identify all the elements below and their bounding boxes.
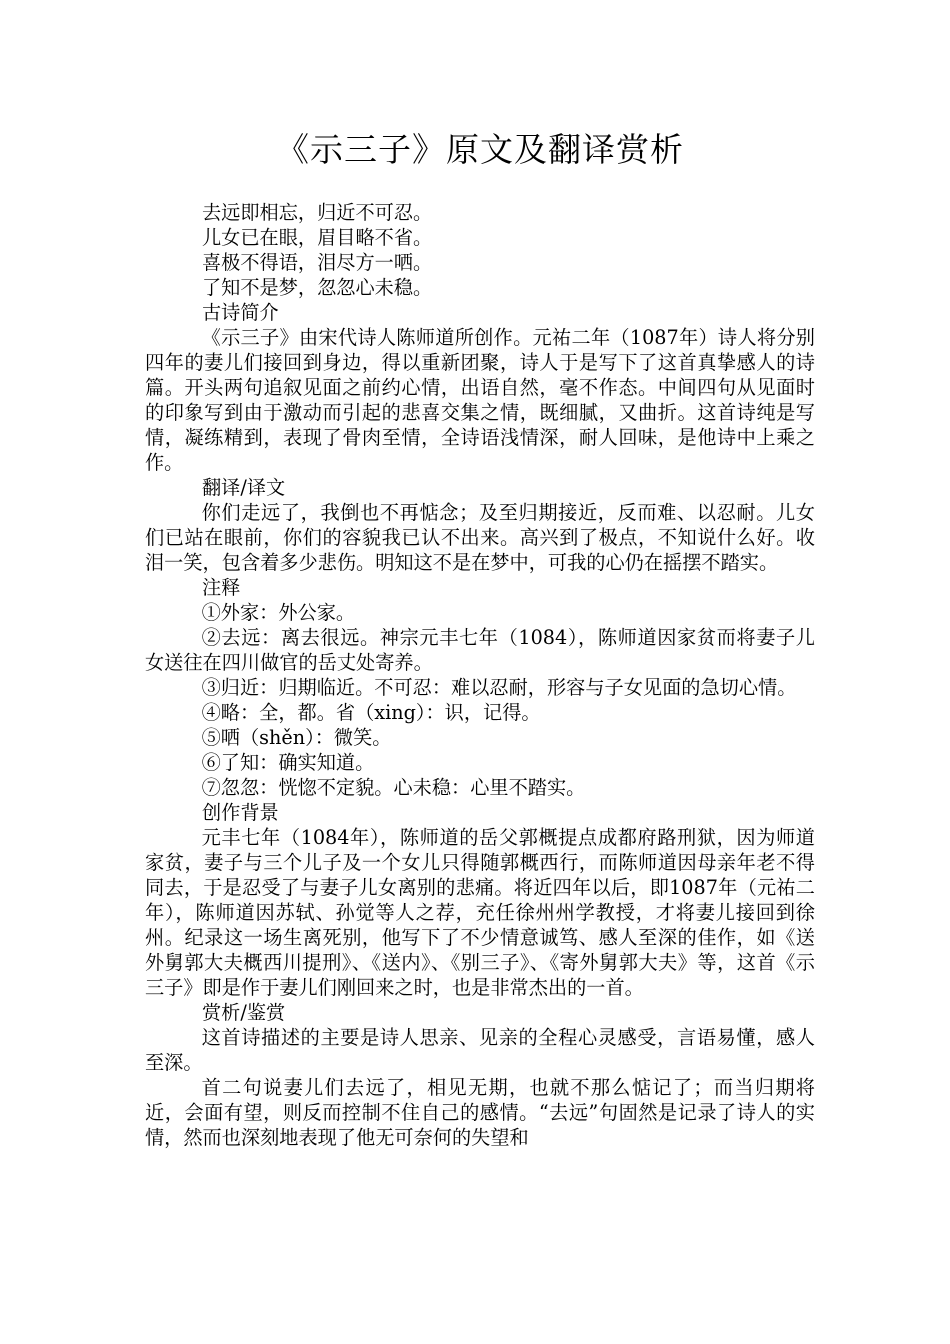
intro-paragraph: 《示三子》由宋代诗人陈师道所创作。元祐二年（1087年）诗人将分别四年的妻儿们接回到身边，得以重新团聚，诗人于是写下了这首真挚感人的诗篇。开头两句追叙见面之前约心情，出语自然，毫不作态。中间四句从见面时的印象写到由于激动而引起的悲喜交集之情，既细腻，又曲折。这首诗纯是写情，凝练精到，表现了骨肉至情，全诗语浅情深，耐人回味，是他诗中上乘之作。 [145,326,815,474]
section-heading-notes: 注释 [202,576,241,599]
poem-line: 儿女已在眼，眉目略不省。 [202,226,433,249]
page-title: 《示三子》原文及翻译赏析 [276,130,684,169]
poem-line: 了知不是梦，忽忽心未稳。 [202,276,433,299]
note-item: ⑤哂（shěn）：微笑。 [201,726,392,749]
note-item: ③归近：归期临近。不可忍：难以忍耐，形容与子女见面的急切心情。 [201,676,797,699]
poem-line: 喜极不得语，泪尽方一哂。 [202,251,433,274]
note-item: ④略：全，都。省（xing）：识，记得。 [201,701,541,724]
note-item: ⑥了知：确实知道。 [201,751,375,774]
section-heading-intro: 古诗简介 [202,301,279,324]
note-item: ⑦忽忽：恍惚不定貌。心未稳：心里不踏实。 [201,776,586,799]
section-heading-background: 创作背景 [202,801,279,824]
document-body [145,200,815,1150]
appreciation-paragraph: 首二句说妻儿们去远了，相见无期，也就不那么惦记了；而当归期将近，会面有望，则反而控制不住自己的感情。“去远”句固然是记录了诗人的实情，然而也深刻地表现了他无可奈何的失望和 [145,1076,815,1149]
poem [145,200,815,300]
note-item: ①外家：外公家。 [201,601,356,624]
section-heading-appreciation: 赏析/鉴赏 [202,1001,286,1024]
background-paragraph: 元丰七年（1084年），陈师道的岳父郭概提点成都府路刑狱，因为师道家贫，妻子与三个儿子及一个女儿只得随郭概西行，而陈师道因母亲年老不得同去，于是忍受了与妻子儿女离别的悲痛。将近四年以后，即1087年（元祐二年），陈师道因苏轼、孙觉等人之荐，充任徐州州学教授，才将妻儿接回到徐州。纪录这一场生离死别，他写下了不少情意诚笃、感人至深的佳作，如《送外舅郭大夫概西川提刑》、《送内》、《别三子》、《寄外舅郭大夫》等，这首《示三子》即是作于妻儿们刚回来之时，也是非常杰出的一首。 [145,826,815,999]
document-page [145,128,815,1150]
section-heading-translation: 翻译/译文 [202,476,286,499]
translation-paragraph: 你们走远了，我倒也不再惦念；及至归期接近，反而难、以忍耐。儿女们已站在眼前，你们的容貌我已认不出来。高兴到了极点，不知说什么好。收泪一笑，包含着多少悲伤。明知这不是在梦中，可我的心仍在摇摆不踏实。 [145,501,815,574]
appreciation-paragraph: 这首诗描述的主要是诗人思亲、见亲的全程心灵感受，言语易懂，感人至深。 [145,1026,815,1074]
note-item: ②去远：离去很远。神宗元丰七年（1084），陈师道因家贫而将妻子儿女送往在四川做官的岳丈处寄养。 [145,626,815,674]
poem-line: 去远即相忘，归近不可忍。 [202,201,433,224]
